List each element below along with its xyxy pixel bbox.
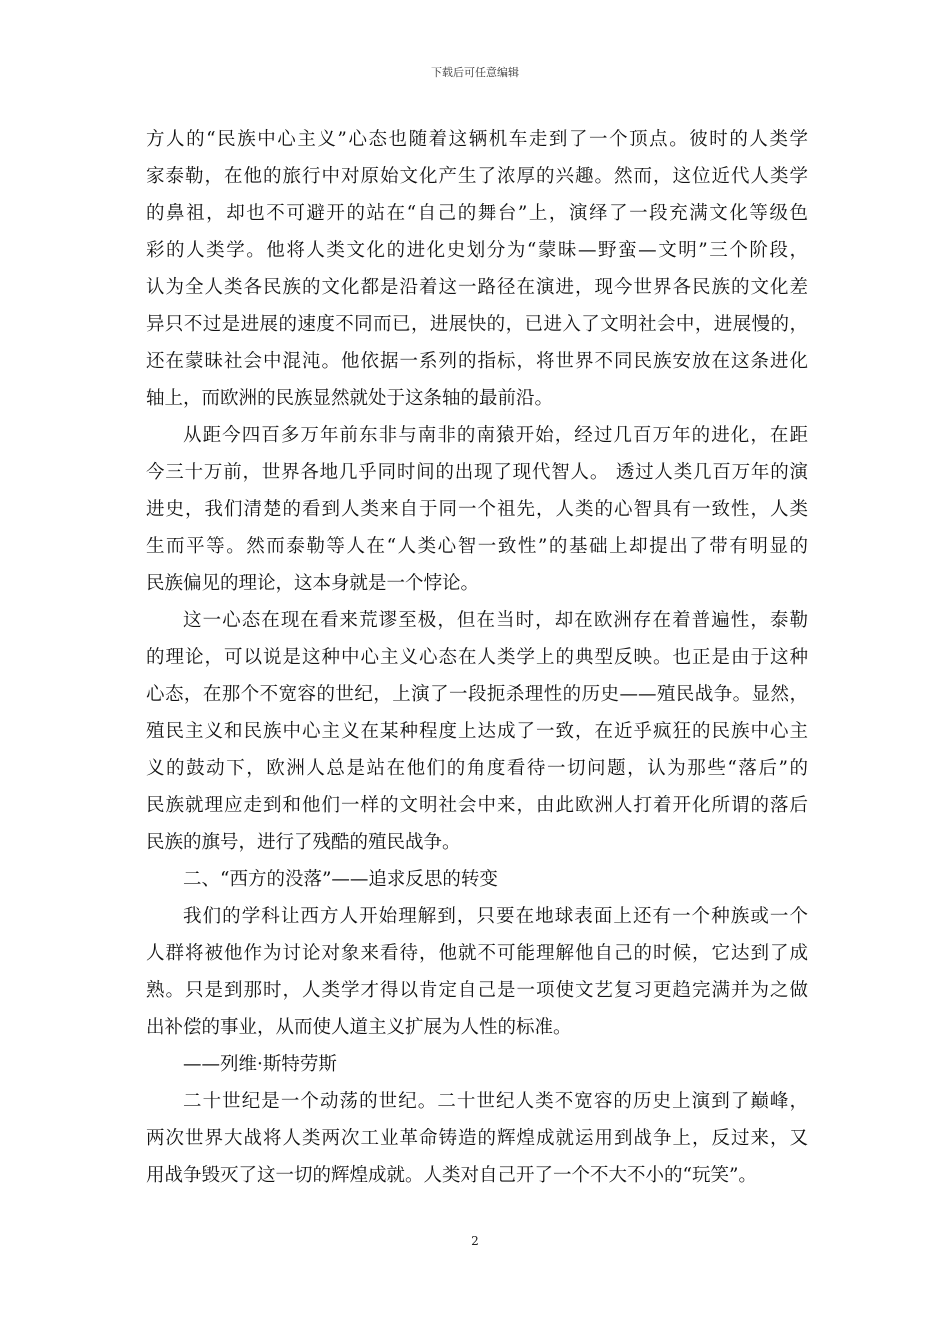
text-line: 用战争毁灭了这一切的辉煌成就。人类对自己开了一个不大不小的“玩笑”。: [146, 1165, 757, 1186]
page-number: 2: [471, 1234, 479, 1248]
text-line: 生而平等。然而泰勒等人在“人类心智一致性”的基础上却提出了带有明显的: [146, 536, 808, 557]
text-line: 出补偿的事业，从而使人道主义扩展为人性的标准。: [146, 1017, 572, 1038]
paragraph: [146, 602, 808, 861]
text-line: 今三十万前，世界各地几乎同时间的出现了现代智人。 透过人类几百万年的演: [146, 462, 808, 483]
document-body: [146, 121, 808, 1194]
text-line: 我们的学科让西方人开始理解到，只要在地球表面上还有一个种族或一个: [183, 906, 808, 927]
text-line: 还在蒙昧社会中混沌。他依据一系列的指标，将世界不同民族安放在这条进化: [146, 351, 808, 372]
text-line: 人群将被他作为讨论对象来看待，他就不可能理解他自己的时候，它达到了成: [146, 943, 808, 964]
quote-attribution: [146, 1046, 808, 1083]
page-header: 下载后可任意编辑: [431, 66, 519, 79]
text-line: 殖民主义和民族中心主义在某种程度上达成了一致，在近乎疯狂的民族中心主: [146, 721, 808, 742]
text-line: 轴上，而欧洲的民族显然就处于这条轴的最前沿。: [146, 388, 554, 409]
text-line: 认为全人类各民族的文化都是沿着这一路径在演进，现今世界各民族的文化差: [146, 277, 808, 298]
paragraph: [146, 417, 808, 602]
text-line: 心态，在那个不宽容的世纪，上演了一段扼杀理性的历史——殖民战争。显然，: [146, 684, 808, 705]
text-line: 二十世纪是一个动荡的世纪。二十世纪人类不宽容的历史上演到了巅峰，: [183, 1091, 808, 1112]
section-heading: [146, 861, 808, 898]
heading-line: 二、“西方的没落”——追求反思的转变: [183, 869, 498, 890]
attribution-line: ——列维·斯特劳斯: [183, 1054, 337, 1075]
text-line: 民族的旗号，进行了残酷的殖民战争。: [146, 832, 461, 853]
text-line: 两次世界大战将人类两次工业革命铸造的辉煌成就运用到战争上，反过来，又: [146, 1128, 808, 1149]
text-line: 熟。只是到那时，人类学才得以肯定自己是一项使文艺复习更趋完满并为之做: [146, 980, 808, 1001]
paragraph: [146, 121, 808, 417]
text-line: 的鼻祖，却也不可避开的站在“自己的舞台”上，演绎了一段充满文化等级色: [146, 203, 808, 224]
text-line: 从距今四百多万年前东非与南非的南猿开始，经过几百万年的进化，在距: [183, 425, 808, 446]
text-line: 进史，我们清楚的看到人类来自于同一个祖先，人类的心智具有一致性，人类: [146, 499, 808, 520]
text-line: 民族偏见的理论，这本身就是一个悖论。: [146, 573, 480, 594]
text-line: 异只不过是进展的速度不同而已，进展快的，已进入了文明社会中，进展慢的，: [146, 314, 808, 335]
text-line: 义的鼓动下，欧洲人总是站在他们的角度看待一切问题，认为那些“落后”的: [146, 758, 808, 779]
quote-paragraph: [146, 898, 808, 1046]
text-line: 彩的人类学。他将人类文化的进化史划分为“蒙昧—野蛮—文明”三个阶段，: [146, 240, 808, 261]
text-line: 这一心态在现在看来荒谬至极，但在当时，却在欧洲存在着普遍性，泰勒: [183, 610, 808, 631]
paragraph: [146, 1083, 808, 1194]
text-line: 的理论，可以说是这种中心主义心态在人类学上的典型反映。也正是由于这种: [146, 647, 808, 668]
text-line: 方人的“民族中心主义”心态也随着这辆机车走到了一个顶点。彼时的人类学: [146, 129, 808, 150]
text-line: 家泰勒，在他的旅行中对原始文化产生了浓厚的兴趣。然而，这位近代人类学: [146, 166, 808, 187]
text-line: 民族就理应走到和他们一样的文明社会中来，由此欧洲人打着开化所谓的落后: [146, 795, 808, 816]
